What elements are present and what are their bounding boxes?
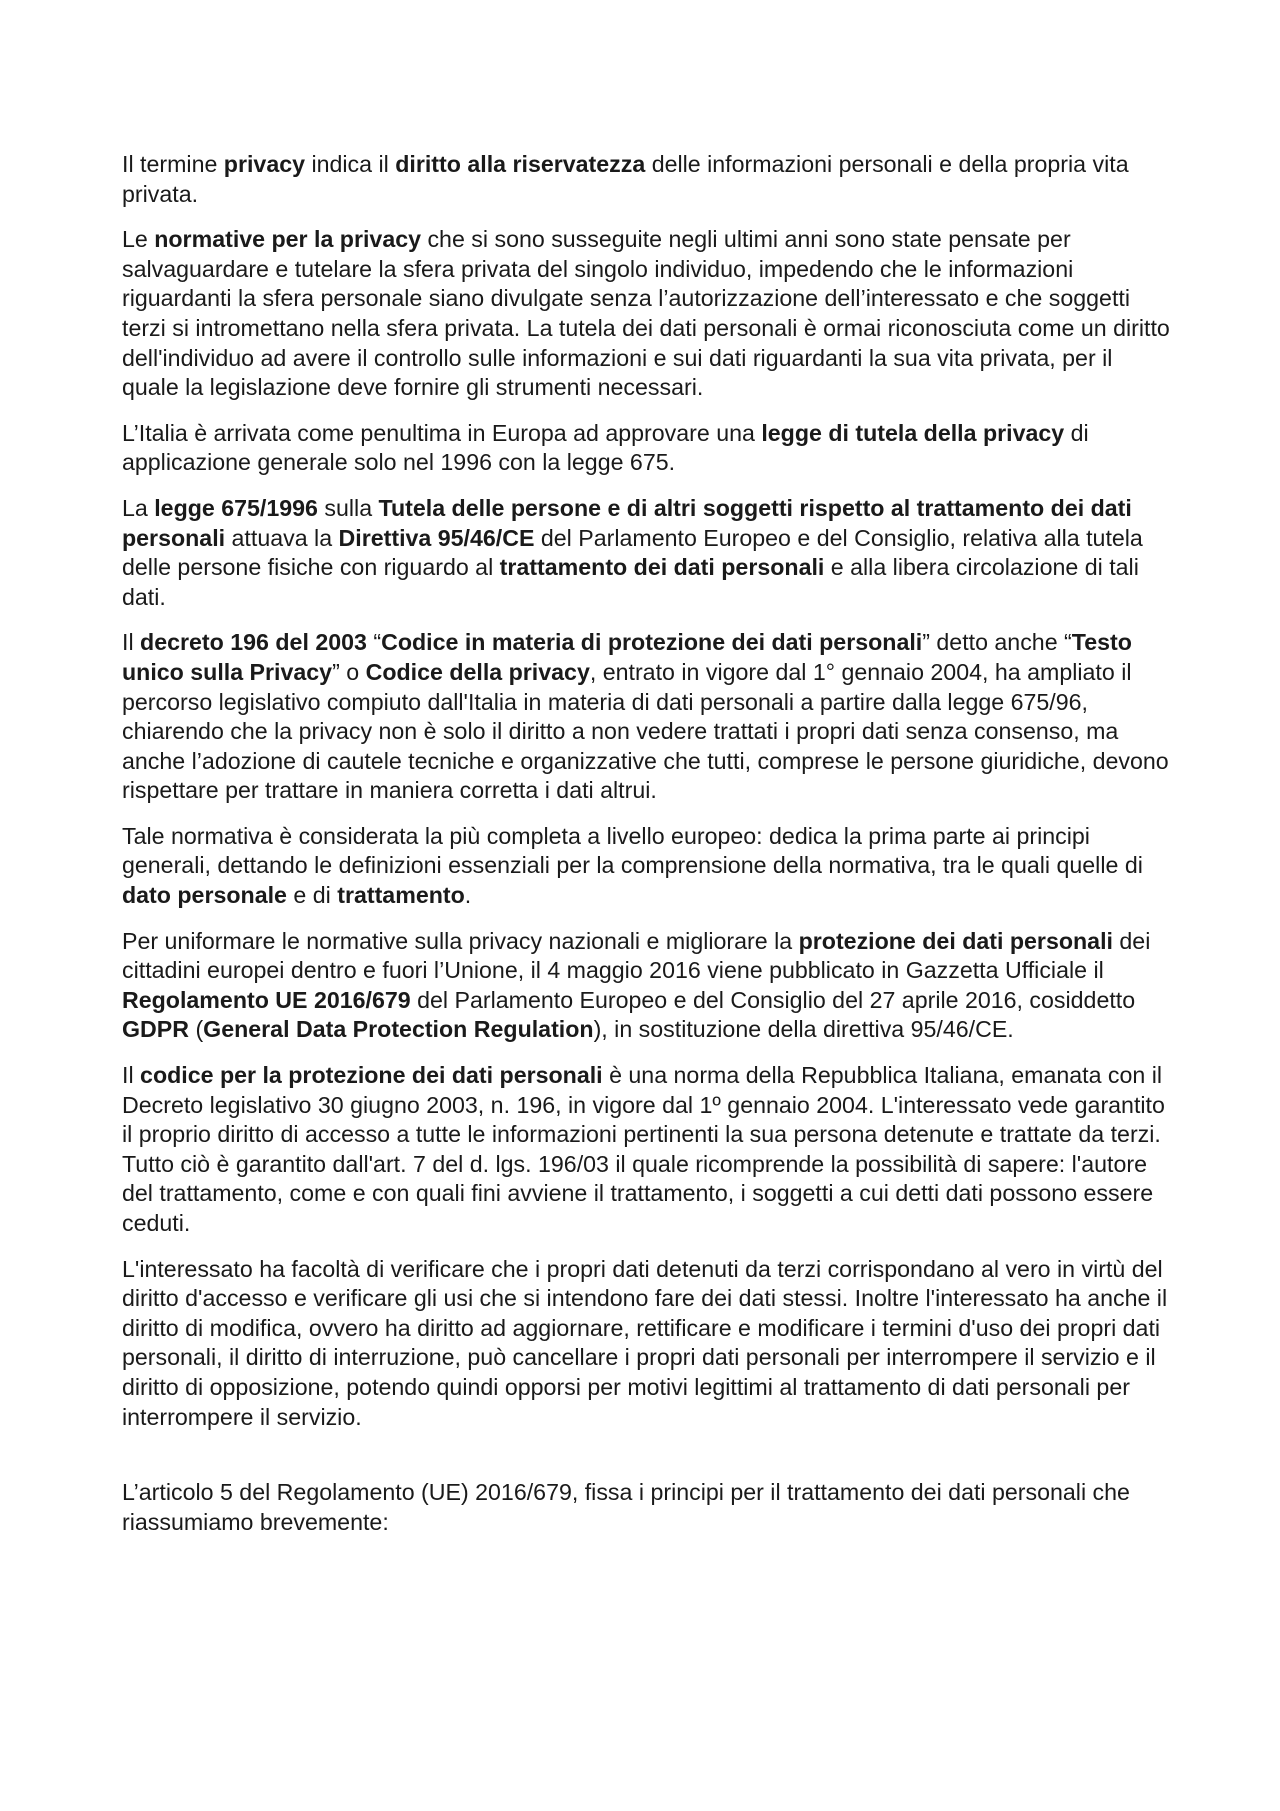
paragraph [122, 822, 1172, 911]
text-run: L'interessato ha facoltà di verificare che i propri dati detenuti da terzi corrispondano al vero in virtù del diritto d'accesso e verificare gli usi che si intendono fare dei dati stessi. Inoltre l'interessato ha anche il diritto di modifica, ovvero ha diritto ad aggiornare, rettificare e modificare i termini d'uso dei propri dati personali, il diritto di interruzione, può cancellare i propri dati personali per interrompere il servizio e il diritto di opposizione, potendo quindi opporsi per motivi legittimi al trattamento di dati personali per interrompere il servizio. [122, 1255, 1168, 1430]
bold-text: diritto alla riservatezza [395, 151, 646, 177]
text-run: L’articolo 5 del Regolamento (UE) 2016/679, fissa i principi per il trattamento dei dati personali che riassumiamo brevemente: [122, 1479, 1130, 1535]
text-run: sulla [317, 494, 379, 521]
bold-text: normative per la privacy [154, 226, 422, 253]
bold-text: decreto 196 del 2003 [140, 629, 367, 656]
paragraph [122, 1255, 1172, 1433]
text-run: è una norma della Repubblica Italiana, emanata con il Decreto legislativo 30 giugno 2003, n. 196, in vigore dal 1º gennaio 2004. L'interessato vede garantito il proprio diritto di accesso a tutte le informazioni pertinenti la sua persona detenute e trattate da terzi. Tutto ciò è garantito dall'art. 7 del d. lgs. 196/03 il quale ricomprende la possibilità di sapere: l'autore del trattamento, come e con quali fini avviene il trattamento, i soggetti a cui detti dati possono essere ceduti. [122, 1062, 1165, 1236]
paragraph [122, 1061, 1172, 1239]
text-run: Il [122, 1062, 141, 1089]
paragraph [122, 419, 1172, 478]
text-run: attuava la [225, 524, 339, 551]
paragraph [122, 628, 1172, 806]
bold-text: dato personale [122, 882, 287, 909]
text-run: delle informazioni personali e della propria vita privata. [122, 151, 1129, 207]
text-run: ” detto anche “ [922, 629, 1072, 656]
bold-text: General Data Protection Regulation [203, 1016, 594, 1043]
text-run: e alla libera circolazione di tali dati. [122, 554, 1139, 610]
text-run: ” o [332, 658, 366, 685]
text-run: Il [122, 629, 141, 656]
bold-text: Testo unico sulla Privacy [122, 629, 1132, 685]
text-run: del Parlamento Europeo e del Consiglio, relativa alla tutela delle persone fisiche con riguardo al [122, 524, 1143, 581]
text-run: indica il [305, 151, 396, 177]
text-run: , entrato in vigore dal 1° gennaio 2004, ha ampliato il percorso legislativo compiuto dall'Italia in materia di dati personali a partire dalla legge 675/96, chiarendo che la privacy non è solo il diritto a non vedere trattati i propri dati senza consenso, ma anche l’adozione di cautele tecniche e organizzative che tutti, comprese le persone giuridiche, devono rispettare per trattare in maniera corretta i dati altrui. [122, 658, 1169, 804]
bold-text: trattamento dei dati personali [499, 554, 825, 581]
text-run: Il termine [122, 151, 224, 177]
text-run: di applicazione generale solo nel 1996 con la legge 675. [122, 419, 1089, 476]
text-run: ( [189, 1016, 204, 1043]
bold-text: legge 675/1996 [154, 494, 318, 521]
paragraph [122, 150, 1172, 209]
paragraph-list [122, 150, 1172, 1537]
paragraph [122, 494, 1172, 612]
bold-text: trattamento [337, 882, 465, 909]
text-run: “ [366, 629, 382, 656]
text-run: La [122, 494, 155, 521]
text-run: che si sono susseguite negli ultimi anni sono state pensate per salvaguardare e tutelare la sfera privata del singolo individuo, impedendo che le informazioni riguardanti la sfera personale siano divulgate senza l’autorizzazione dell’interessato e che soggetti terzi si intromettano nella sfera privata. La tutela dei dati personali è ormai riconosciuta come un diritto dell'individuo ad avere il controllo sulle informazioni e sui dati riguardanti la sua vita privata, per il quale la legislazione deve fornire gli strumenti necessari. [122, 226, 1170, 401]
text-run: Tale normativa è considerata la più completa a livello europeo: dedica la prima parte ai principi generali, dettando le definizioni essenziali per la comprensione della normativa, tra le quali quelle di [122, 822, 1143, 879]
bold-text: privacy [223, 151, 306, 177]
document-body [122, 150, 1172, 1553]
text-run: dei cittadini europei dentro e fuori l’Unione, il 4 maggio 2016 viene pubblicato in Gazzetta Ufficiale il [122, 927, 1151, 984]
bold-text: Codice in materia di protezione dei dati personali [381, 629, 923, 656]
text-run: ), in sostituzione della direttiva 95/46/CE. [593, 1016, 1014, 1043]
text-run: del Parlamento Europeo e del Consiglio del 27 aprile 2016, cosiddetto [410, 986, 1136, 1013]
text-run: e di [286, 882, 338, 909]
bold-text: Regolamento UE 2016/679 [122, 986, 411, 1013]
bold-text: Codice della privacy [365, 658, 590, 685]
text-run: . [464, 882, 472, 909]
text-run: Le [122, 226, 155, 253]
paragraph [122, 225, 1172, 403]
bold-text: Tutela delle persone e di altri soggetti rispetto al trattamento dei dati personali [122, 494, 1132, 551]
paragraph [122, 1478, 1172, 1537]
bold-text: GDPR [122, 1016, 189, 1043]
bold-text: legge di tutela della privacy [761, 419, 1065, 446]
bold-text: Direttiva 95/46/CE [338, 524, 535, 551]
text-run: Per uniformare le normative sulla privacy nazionali e migliorare la [122, 927, 799, 954]
bold-text: codice per la protezione dei dati personali [140, 1062, 603, 1089]
paragraph [122, 927, 1172, 1045]
bold-text: protezione dei dati personali [798, 927, 1113, 954]
text-run: L’Italia è arrivata come penultima in Europa ad approvare una [122, 419, 762, 446]
